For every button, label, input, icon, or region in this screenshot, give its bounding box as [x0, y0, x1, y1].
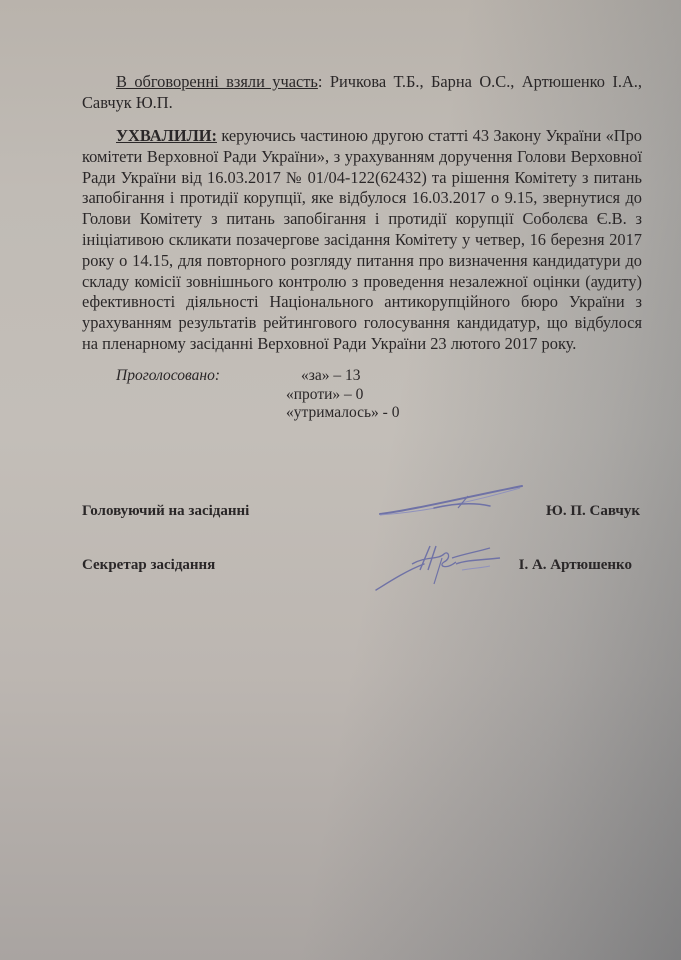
- vote-for: «за» – 13: [301, 367, 361, 384]
- secretary-name: І. А. Артюшенко: [518, 557, 632, 573]
- vote-results: [286, 367, 399, 423]
- vote-against: «проти» – 0: [286, 385, 364, 403]
- resolution-label: УХВАЛИЛИ:: [116, 126, 217, 145]
- chair-name: Ю. П. Савчук: [545, 503, 640, 519]
- vote-label: Проголосовано:: [116, 367, 221, 384]
- vote-abstained: «утрималось» - 0: [286, 404, 400, 421]
- chair-signature: [372, 480, 532, 525]
- chair-title: Головуючий на засіданні: [82, 503, 250, 519]
- participants-text: : Ричкова Т.Б., Барна О.С., Артюшенко І.А., Савчук Ю.П.: [82, 72, 642, 112]
- participants-label: В обговоренні взяли участь: [116, 72, 318, 91]
- resolution-paragraph: [82, 126, 642, 355]
- participants-paragraph: [82, 72, 642, 114]
- secretary-title: Секретар засідання: [82, 557, 216, 573]
- secretary-signature: [372, 540, 512, 592]
- resolution-text: керуючись частиною другою статті 43 Закону України «Про комітети Верховної Ради України», з урахуванням доручення Голови Верховної Ради України від 16.03.2017 № 01/04-122(62432) та рішення Комітету з питань запобігання і протидії корупції, яке відбулося 16.03.2017 о 9.15, звернутися до Голови Комітету з питань запобігання і протидії корупції Соболєва Є.В. з ініціативою скликати позачергове засідання Комітету у четвер, 16 березня 2017 року о 14.15, для повторного розгляду питання про визначення кандидатури до складу комісії зовнішнього контролю з проведення незалежної оцінки (аудиту) ефективності діяльності Національного антикорупційного бюро України з урахуванням результатів рейтингового голосування кандидатур, що відбулося на пленарному засіданні Верховної Ради України 23 лютого 2017 року.: [82, 126, 642, 353]
